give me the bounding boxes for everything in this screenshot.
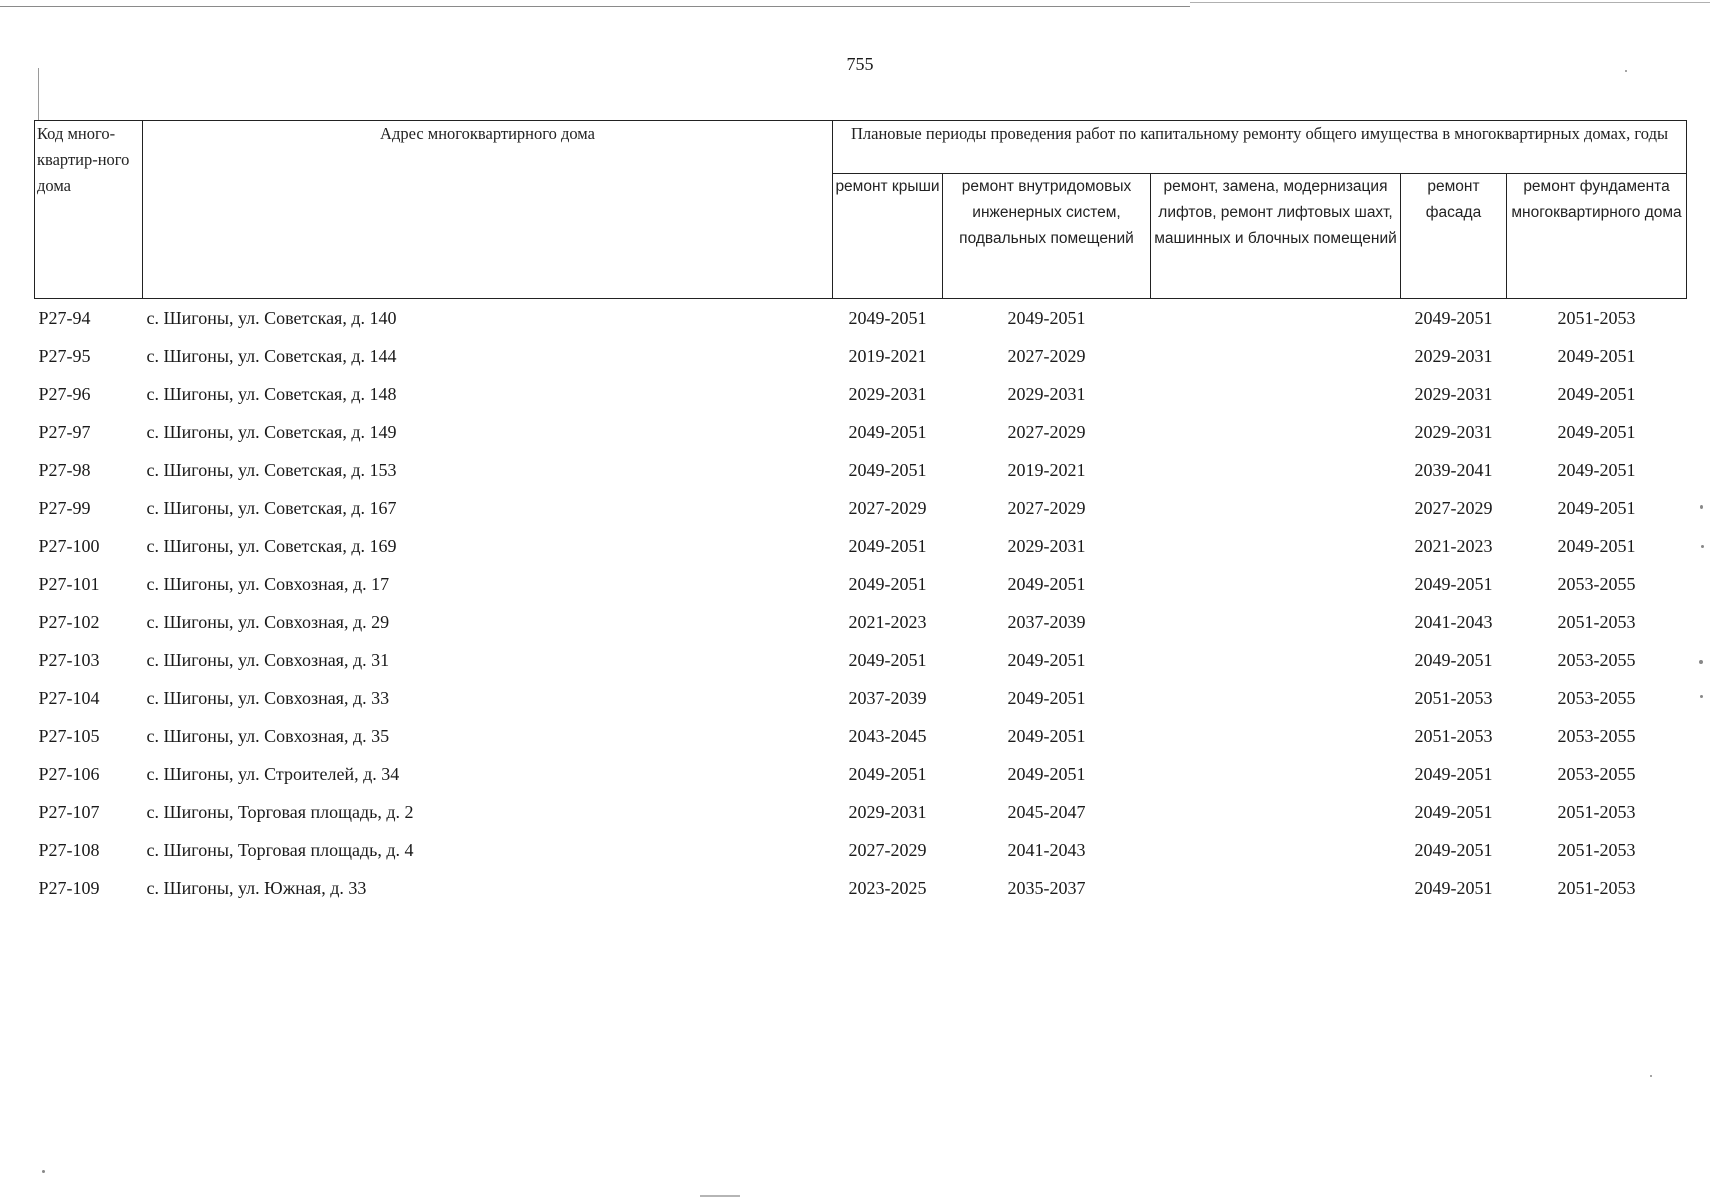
foundation-period-cell: 2049-2051 (1557, 345, 1636, 366)
facade-period-cell: 2029-2031 (1414, 383, 1493, 404)
building-code-cell: Р27-99 (38, 497, 91, 518)
foundation-period-cell: 2051-2053 (1557, 307, 1636, 328)
foundation-period-cell: 2049-2051 (1557, 383, 1636, 404)
address-cell: с. Шигоны, ул. Советская, д. 167 (146, 497, 397, 518)
header-facade-repair: ремонт фасада (1401, 174, 1507, 299)
roof-period-cell: 2043-2045 (848, 725, 927, 746)
engineering-period-cell: 2027-2029 (1007, 421, 1086, 442)
lift-period-cell (1151, 565, 1401, 603)
lift-period-cell (1151, 413, 1401, 451)
foundation-period-cell: 2053-2055 (1557, 687, 1636, 708)
lift-period-cell (1151, 717, 1401, 755)
address-cell: с. Шигоны, ул. Советская, д. 144 (146, 345, 397, 366)
lift-period-cell (1151, 337, 1401, 375)
facade-period-cell: 2051-2053 (1414, 687, 1493, 708)
foundation-period-cell: 2051-2053 (1557, 839, 1636, 860)
scan-edge-line (0, 6, 1190, 7)
facade-period-cell: 2049-2051 (1414, 649, 1493, 670)
roof-period-cell: 2049-2051 (848, 535, 927, 556)
engineering-period-cell: 2045-2047 (1007, 801, 1086, 822)
facade-period-cell: 2051-2053 (1414, 725, 1493, 746)
table-row (35, 527, 1687, 565)
lift-period-cell (1151, 641, 1401, 679)
lift-period-cell (1151, 489, 1401, 527)
scan-speck (1700, 695, 1703, 698)
scan-speck (42, 1170, 45, 1173)
facade-period-cell: 2029-2031 (1414, 421, 1493, 442)
header-foundation-repair: ремонт фундамента многоквартирного дома (1507, 174, 1687, 299)
table-row (35, 299, 1687, 338)
engineering-period-cell: 2041-2043 (1007, 839, 1086, 860)
facade-period-cell: 2049-2051 (1414, 573, 1493, 594)
lift-period-cell (1151, 299, 1401, 338)
facade-period-cell: 2049-2051 (1414, 801, 1493, 822)
address-cell: с. Шигоны, ул. Совхозная, д. 29 (146, 611, 390, 632)
table-row (35, 337, 1687, 375)
roof-period-cell: 2049-2051 (848, 421, 927, 442)
lift-period-cell (1151, 451, 1401, 489)
facade-period-cell: 2029-2031 (1414, 345, 1493, 366)
address-cell: с. Шигоны, ул. Совхозная, д. 17 (146, 573, 390, 594)
lift-period-cell (1151, 375, 1401, 413)
engineering-period-cell: 2029-2031 (1007, 383, 1086, 404)
facade-period-cell: 2041-2043 (1414, 611, 1493, 632)
foundation-period-cell: 2049-2051 (1557, 459, 1636, 480)
roof-period-cell: 2019-2021 (848, 345, 927, 366)
building-code-cell: Р27-96 (38, 383, 91, 404)
roof-period-cell: 2049-2051 (848, 307, 927, 328)
engineering-period-cell: 2049-2051 (1007, 307, 1086, 328)
header-roof-repair: ремонт крыши (833, 174, 943, 299)
engineering-period-cell: 2019-2021 (1007, 459, 1086, 480)
foundation-period-cell: 2051-2053 (1557, 801, 1636, 822)
lift-period-cell (1151, 527, 1401, 565)
table-row (35, 565, 1687, 603)
table-row (35, 831, 1687, 869)
roof-period-cell: 2029-2031 (848, 383, 927, 404)
building-code-cell: Р27-104 (38, 687, 100, 708)
header-planned-periods: Плановые периоды проведения работ по капитальному ремонту общего имущества в многоквартирных домах, годы (833, 121, 1687, 174)
address-cell: с. Шигоны, ул. Советская, д. 153 (146, 459, 397, 480)
lift-period-cell (1151, 831, 1401, 869)
building-code-cell: Р27-98 (38, 459, 91, 480)
building-code-cell: Р27-105 (38, 725, 100, 746)
building-code-cell: Р27-109 (38, 877, 100, 898)
repair-schedule-table (34, 120, 1687, 907)
lift-period-cell (1151, 755, 1401, 793)
address-cell: с. Шигоны, Торговая площадь, д. 4 (146, 839, 414, 860)
address-cell: с. Шигоны, ул. Советская, д. 148 (146, 383, 397, 404)
building-code-cell: Р27-108 (38, 839, 100, 860)
engineering-period-cell: 2037-2039 (1007, 611, 1086, 632)
header-row-main (35, 121, 1687, 174)
address-cell: с. Шигоны, ул. Строителей, д. 34 (146, 763, 400, 784)
scan-speck (1650, 1075, 1652, 1077)
header-building-code: Код много-квартир-ного дома (35, 121, 143, 299)
address-cell: с. Шигоны, ул. Южная, д. 33 (146, 877, 367, 898)
roof-period-cell: 2029-2031 (848, 801, 927, 822)
lift-period-cell (1151, 603, 1401, 641)
engineering-period-cell: 2035-2037 (1007, 877, 1086, 898)
lift-period-cell (1151, 679, 1401, 717)
foundation-period-cell: 2051-2053 (1557, 611, 1636, 632)
address-cell: с. Шигоны, ул. Советская, д. 169 (146, 535, 397, 556)
roof-period-cell: 2049-2051 (848, 649, 927, 670)
table-row (35, 755, 1687, 793)
table-row (35, 603, 1687, 641)
scan-speck (1701, 545, 1704, 548)
repair-schedule-table-container (34, 120, 1686, 907)
scan-speck (700, 1195, 740, 1197)
facade-period-cell: 2021-2023 (1414, 535, 1493, 556)
table-row (35, 717, 1687, 755)
scan-edge-line-right (1190, 2, 1710, 3)
building-code-cell: Р27-107 (38, 801, 100, 822)
facade-period-cell: 2049-2051 (1414, 877, 1493, 898)
roof-period-cell: 2027-2029 (848, 839, 927, 860)
building-code-cell: Р27-103 (38, 649, 100, 670)
table-row (35, 375, 1687, 413)
engineering-period-cell: 2027-2029 (1007, 345, 1086, 366)
roof-period-cell: 2049-2051 (848, 573, 927, 594)
foundation-period-cell: 2049-2051 (1557, 497, 1636, 518)
table-row (35, 451, 1687, 489)
engineering-period-cell: 2027-2029 (1007, 497, 1086, 518)
building-code-cell: Р27-102 (38, 611, 100, 632)
engineering-period-cell: 2049-2051 (1007, 573, 1086, 594)
engineering-period-cell: 2049-2051 (1007, 763, 1086, 784)
building-code-cell: Р27-106 (38, 763, 100, 784)
table-row (35, 641, 1687, 679)
foundation-period-cell: 2053-2055 (1557, 649, 1636, 670)
margin-mark (38, 68, 39, 120)
facade-period-cell: 2027-2029 (1414, 497, 1493, 518)
building-code-cell: Р27-97 (38, 421, 91, 442)
foundation-period-cell: 2053-2055 (1557, 573, 1636, 594)
address-cell: с. Шигоны, ул. Советская, д. 149 (146, 421, 397, 442)
lift-period-cell (1151, 793, 1401, 831)
building-code-cell: Р27-94 (38, 307, 91, 328)
header-engineering-repair: ремонт внутридомовых инженерных систем, подвальных помещений (943, 174, 1151, 299)
engineering-period-cell: 2029-2031 (1007, 535, 1086, 556)
foundation-period-cell: 2053-2055 (1557, 763, 1636, 784)
engineering-period-cell: 2049-2051 (1007, 725, 1086, 746)
address-cell: с. Шигоны, Торговая площадь, д. 2 (146, 801, 414, 822)
table-row (35, 413, 1687, 451)
address-cell: с. Шигоны, ул. Совхозная, д. 33 (146, 687, 390, 708)
foundation-period-cell: 2051-2053 (1557, 877, 1636, 898)
roof-period-cell: 2027-2029 (848, 497, 927, 518)
engineering-period-cell: 2049-2051 (1007, 687, 1086, 708)
table-row (35, 793, 1687, 831)
building-code-cell: Р27-100 (38, 535, 100, 556)
facade-period-cell: 2049-2051 (1414, 839, 1493, 860)
table-row (35, 869, 1687, 907)
roof-period-cell: 2037-2039 (848, 687, 927, 708)
scan-speck (1699, 660, 1703, 664)
roof-period-cell: 2023-2025 (848, 877, 927, 898)
facade-period-cell: 2049-2051 (1414, 763, 1493, 784)
address-cell: с. Шигоны, ул. Советская, д. 140 (146, 307, 397, 328)
lift-period-cell (1151, 869, 1401, 907)
facade-period-cell: 2049-2051 (1414, 307, 1493, 328)
page-number: 755 (846, 54, 874, 74)
building-code-cell: Р27-101 (38, 573, 100, 594)
engineering-period-cell: 2049-2051 (1007, 649, 1086, 670)
roof-period-cell: 2049-2051 (848, 459, 927, 480)
address-cell: с. Шигоны, ул. Совхозная, д. 35 (146, 725, 390, 746)
roof-period-cell: 2021-2023 (848, 611, 927, 632)
scan-speck (1700, 505, 1703, 509)
building-code-cell: Р27-95 (38, 345, 91, 366)
address-cell: с. Шигоны, ул. Совхозная, д. 31 (146, 649, 390, 670)
header-address: Адрес многоквартирного дома (143, 121, 833, 299)
roof-period-cell: 2049-2051 (848, 763, 927, 784)
foundation-period-cell: 2049-2051 (1557, 421, 1636, 442)
foundation-period-cell: 2049-2051 (1557, 535, 1636, 556)
scan-speck (1625, 70, 1627, 72)
table-row (35, 489, 1687, 527)
table-body (35, 299, 1687, 908)
table-row (35, 679, 1687, 717)
facade-period-cell: 2039-2041 (1414, 459, 1493, 480)
header-lift-repair: ремонт, замена, модернизация лифтов, ремонт лифтовых шахт, машинных и блочных помещений (1151, 174, 1401, 299)
foundation-period-cell: 2053-2055 (1557, 725, 1636, 746)
